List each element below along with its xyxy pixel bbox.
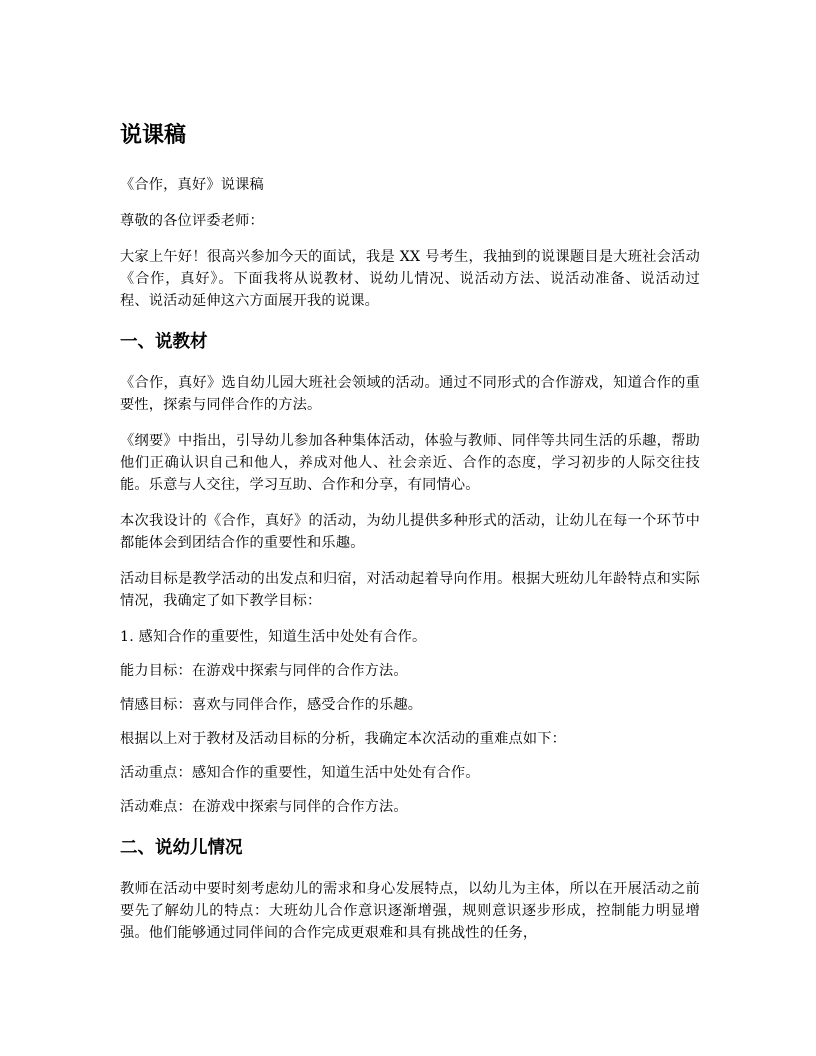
children-paragraph-1: 教师在活动中要时刻考虑幼儿的需求和身心发展特点，以幼儿为主体，所以在开展活动之前要先了解幼儿的特点：大班幼儿合作意识逐渐增强，规则意识逐步形成，控制能力明显增强。他们能够通过同伴间的合作完成更艰难和具有挑战性的任务， (120, 881, 700, 941)
activity-key-point: 活动重点：感知合作的重要性，知道生活中处处有合作。 (120, 765, 480, 781)
textbook-paragraph-4: 活动目标是教学活动的出发点和归宿，对活动起着导向作用。根据大班幼儿年龄特点和实际情况，我确定了如下教学目标： (120, 571, 700, 609)
goal-emotion: 情感目标：喜欢与同伴合作，感受合作的乐趣。 (120, 697, 423, 713)
goal-cognitive: 1. 感知合作的重要性，知道生活中处处有合作。 (120, 629, 427, 645)
textbook-paragraph-3: 本次我设计的《合作，真好》的活动，为幼儿提供多种形式的活动，让幼儿在每一个环节中都能体会到团结合作的重要性和乐趣。 (120, 513, 700, 551)
activity-difficulty: 活动难点：在游戏中探索与同伴的合作方法。 (120, 799, 408, 815)
goal-ability: 能力目标：在游戏中探索与同伴的合作方法。 (120, 663, 408, 679)
textbook-paragraph-2: 《纲要》中指出，引导幼儿参加各种集体活动，体验与教师、同伴等共同生活的乐趣，帮助他们正确认识自己和他人，养成对他人、社会亲近、合作的态度，学习初步的人际交往技能。乐意与人交往，学习互助、合作和分享，有同情心。 (120, 433, 700, 493)
section-heading-children: 二、说幼儿情况 (120, 838, 243, 858)
greeting-paragraph: 尊敬的各位评委老师： (120, 213, 264, 229)
textbook-paragraph-5: 根据以上对于教材及活动目标的分析，我确定本次活动的重难点如下： (120, 731, 567, 747)
section-heading-textbook: 一、说教材 (120, 332, 208, 352)
subtitle-paragraph: 《合作，真好》说课稿 (120, 177, 264, 193)
intro-paragraph: 大家上午好！很高兴参加今天的面试，我是 XX 号考生，我抽到的说课题目是大班社会活动《合作，真好》。下面我将从说教材、说幼儿情况、说活动方法、说活动准备、说活动过程、说活动延伸这六方面展开我的说课。 (120, 249, 700, 309)
textbook-paragraph-1: 《合作，真好》选自幼儿园大班社会领域的活动。通过不同形式的合作游戏，知道合作的重要性，探索与同伴合作的方法。 (120, 375, 700, 413)
document-page (120, 122, 700, 958)
document-title: 说课稿 (120, 123, 187, 148)
